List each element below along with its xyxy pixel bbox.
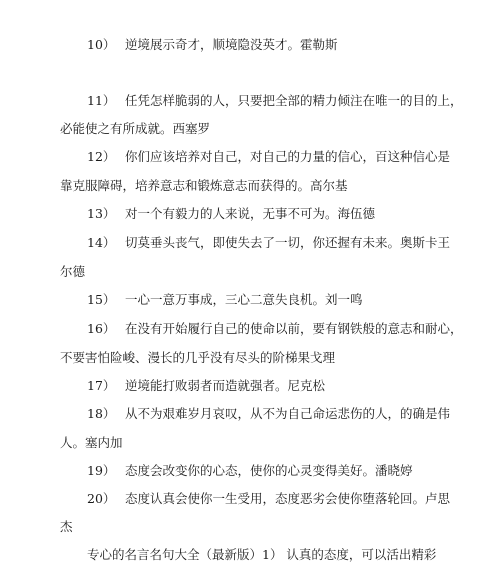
quote-text-continued: 人。塞内加 <box>60 435 123 450</box>
quote-text: 任凭怎样脆弱的人，只要把全部的精力倾注在唯一的目的上， <box>125 93 463 108</box>
quote-text: 态度认真会使你一生受用，态度恶劣会使你堕落轮回。卢思 <box>125 491 451 506</box>
section-heading: 专心的名言名句大全（最新版）1） 认真的态度，可以活出精彩 <box>87 547 437 562</box>
quote-text: 从不为艰难岁月哀叹，从不为自己命运悲伤的人，的确是伟 <box>125 406 451 421</box>
quote-text: 态度会改变你的心态，使你的心灵变得美好。潘晓婷 <box>125 463 413 478</box>
quote-text-continued: 尔德 <box>60 264 86 279</box>
quote-text: 在没有开始履行自己的使命以前，要有钢铁般的意志和耐心， <box>125 321 463 336</box>
quote-number: 19） <box>87 463 116 478</box>
quote-number: 13） <box>87 206 116 221</box>
quote-text: 对一个有毅力的人来说，无事不可为。海伍德 <box>125 206 376 221</box>
quote-text: 逆境能打败弱者而造就强者。尼克松 <box>125 378 326 393</box>
quote-number: 14） <box>87 235 116 250</box>
quote-text: 逆境展示奇才，顺境隐没英才。霍勒斯 <box>125 37 338 52</box>
quote-number: 16） <box>87 321 116 336</box>
quote-number: 10） <box>87 37 116 52</box>
quote-number: 12） <box>87 149 116 164</box>
quote-number: 18） <box>87 406 116 421</box>
quote-text-continued: 靠克服障碍，培养意志和锻炼意志而获得的。高尔基 <box>60 178 348 193</box>
quote-number: 17） <box>87 378 116 393</box>
quote-number: 20） <box>87 491 116 506</box>
quote-text-continued: 杰 <box>60 519 73 534</box>
quote-text-continued: 不要害怕险峻、漫长的几乎没有尽头的阶梯果戈理 <box>60 350 336 365</box>
quote-text-continued: 必能使之有所成就。西塞罗 <box>60 121 211 136</box>
quote-text: 一心一意万事成，三心二意失良机。刘一鸣 <box>125 292 363 307</box>
quote-number: 15） <box>87 292 116 307</box>
quote-number: 11） <box>87 93 116 108</box>
quote-text: 你们应该培养对自己，对自己的力量的信心，百这种信心是 <box>125 149 451 164</box>
quote-text: 切莫垂头丧气，即使失去了一切，你还握有未来。奥斯卡王 <box>125 235 451 250</box>
